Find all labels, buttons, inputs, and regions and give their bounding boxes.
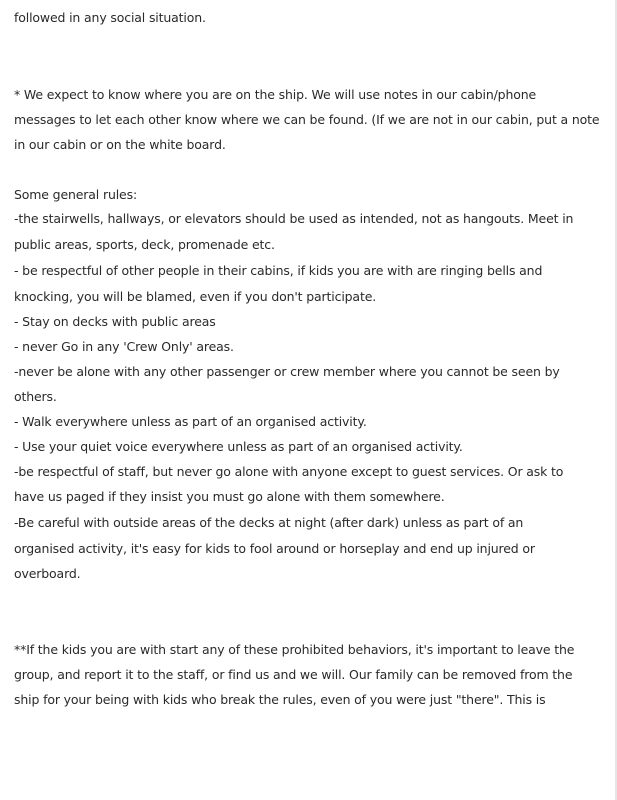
- text-line: - Walk everywhere unless as part of an organised activity.: [14, 414, 367, 429]
- text-line: - be respectful of other people in their cabins, if kids you are with are ringing bells and: [14, 263, 543, 278]
- text-line: - never Go in any 'Crew Only' areas.: [14, 339, 234, 354]
- text-line: messages to let each other know where we can be found. (If we are not in our cabin, put a note: [14, 112, 600, 127]
- text-line: * We expect to know where you are on the ship. We will use notes in our cabin/phone: [14, 87, 537, 102]
- text-line: knocking, you will be blamed, even if you don't participate.: [14, 289, 377, 304]
- text-line: -never be alone with any other passenger or crew member where you cannot be seen by: [14, 364, 560, 379]
- text-line: -Be careful with outside areas of the decks at night (after dark) unless as part of an: [14, 515, 524, 530]
- text-line: -be respectful of staff, but never go alone with anyone except to guest services. Or ask to: [14, 464, 564, 479]
- text-line: - Use your quiet voice everywhere unless as part of an organised activity.: [14, 439, 463, 454]
- text-line: **If the kids you are with start any of these prohibited behaviors, it's important to leave the: [14, 642, 575, 657]
- text-line: have us paged if they insist you must go alone with them somewhere.: [14, 489, 445, 504]
- text-line: in our cabin or on the white board.: [14, 137, 226, 152]
- section-heading: Some general rules:: [14, 187, 138, 202]
- text-line: followed in any social situation.: [14, 10, 206, 25]
- text-line: public areas, sports, deck, promenade etc.: [14, 237, 275, 252]
- text-line: - Stay on decks with public areas: [14, 314, 216, 329]
- text-line: group, and report it to the staff, or find us and we will. Our family can be removed from the: [14, 667, 573, 682]
- text-line: others.: [14, 389, 57, 404]
- text-line: ship for your being with kids who break the rules, even of you were just "there". This is: [14, 692, 546, 707]
- text-line: -the stairwells, hallways, or elevators should be used as intended, not as hangouts. Meet in: [14, 211, 574, 226]
- text-line: organised activity, it's easy for kids to fool around or horseplay and end up injured or: [14, 541, 535, 556]
- text-line: overboard.: [14, 566, 81, 581]
